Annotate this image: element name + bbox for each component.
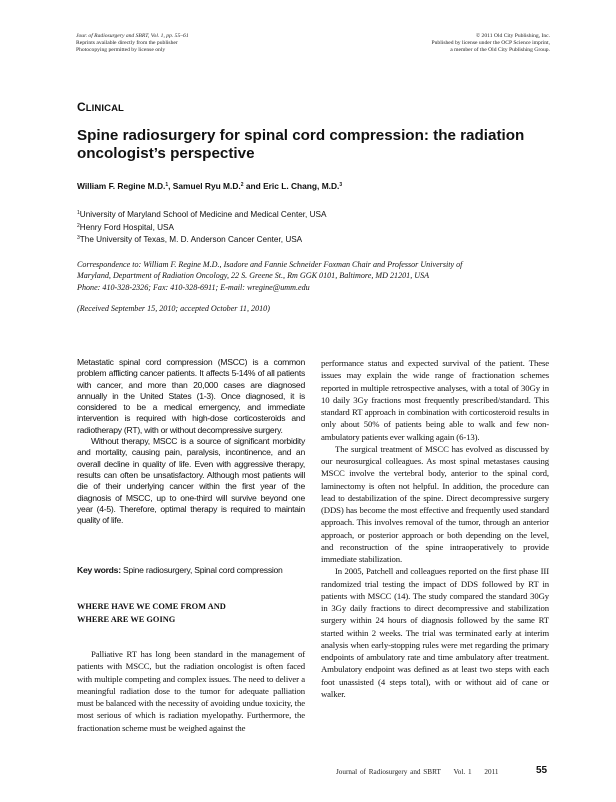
author-name: Samuel Ryu M.D. xyxy=(172,181,241,191)
section-heading: WHERE HAVE WE COME FROM AND WHERE ARE WE GOING xyxy=(77,602,226,624)
abstract xyxy=(77,357,305,526)
body-text-left-column xyxy=(77,648,305,734)
license-notice: Published by license under the OCP Science imprint, xyxy=(431,40,550,46)
reprints-note: Reprints available directly from the publisher xyxy=(76,40,178,46)
section-label: CLINICAL xyxy=(77,100,124,114)
keywords xyxy=(77,565,305,575)
correspondence-line: Correspondence to: William F. Regine M.D., Isadore and Fannie Schneider Foxman Chair and Professor University of xyxy=(77,260,463,269)
author-list: William F. Regine M.D.$^1$, Samuel Ryu M.D.$^2$ and Eric L. Chang, M.D.$^3$ xyxy=(77,181,343,191)
publisher-group: a member of the Old City Publishing Group. xyxy=(450,47,550,53)
body-paragraph: In 2005, Patchell and colleagues reported on the first phase III randomized trial testing the impact of DDS followed by RT in patients with MSCC (14). The study compared the standard 30Gy in 3Gy daily fractions to direct decompressive and stabilization surgery within 24 hours of diagnosis followed by the same RT started within 2 weeks. The trial was terminated early at interim analysis when early-stopping rules were met regarding the primary endpoints of ambulatory rate and time ambulatory after treatment. Ambulatory endpoint was defined as at least two steps with each foot unassisted (4 steps total), with or without aid of cane or walker. xyxy=(321,566,549,699)
body-text-right-column xyxy=(321,357,549,700)
footer-year: 2011 xyxy=(484,768,499,776)
article-title: Spine radiosurgery for spinal cord compression: the radiation oncologist’s perspective xyxy=(77,127,525,162)
affiliation-item: $^1$University of Maryland School of Medicine and Medical Center, USA xyxy=(77,210,327,219)
author-affiliation-marker: 1 xyxy=(165,182,169,188)
running-header-right xyxy=(290,33,550,54)
author-affiliation-marker: 3 xyxy=(339,182,343,188)
body-paragraph: The surgical treatment of MSCC has evolved as discussed by our neurosurgical colleagues. As most spinal metastases causing MSCC involve the vertebral body, anterior to the spinal cord, laminectomy is often not helpful. In addition, the procedure can lead to destabilization of the spine. Direct decompressive surgery (DDS) has become the most effective and frequently used standard approach. This involves removal of the tumor, through an anterior approach, or posterior approach or both depending on the level, and reconstruction of the spine intraoperatively to provide immediate stabilization. xyxy=(321,443,549,564)
journal-citation: Jour. of Radiosurgery and SBRT, Vol. 1, pp. 55–61 xyxy=(76,33,189,39)
correspondence-line: Maryland, Department of Radiation Oncology, 22 S. Greene St., Rm GGK 0101, Baltimore, MD 21201, USA xyxy=(77,271,430,281)
photocopying-note: Photocopying permitted by license only xyxy=(76,47,166,53)
footer-journal: Journal of Radiosurgery and SBRT xyxy=(336,768,441,776)
affiliations xyxy=(77,208,547,246)
author-name: Eric L. Chang, M.D. xyxy=(263,181,340,191)
copyright-notice: © 2011 Old City Publishing, Inc. xyxy=(475,33,550,39)
author-name: William F. Regine M.D. xyxy=(77,181,166,191)
running-footer xyxy=(336,768,508,776)
footer-volume: Vol. 1 xyxy=(453,768,472,776)
author-affiliation-marker: 2 xyxy=(240,182,244,188)
correspondence-block xyxy=(77,259,557,293)
body-paragraph: Palliative RT has long been standard in the management of patients with MSCC, but the radiation oncologist is often faced with multiple competing and complex issues. The need to deliver a meaningful radiation dose to the tumor for adequate palliation must be balanced with the necessity of avoiding undue toxicity, the most serious of which is radiation myelopathy. Furthermore, the fractionation scheme must be weighed against the xyxy=(77,649,305,733)
correspondence-contact: Phone: 410-328-2326; Fax: 410-328-6911; E-mail: wregine@umm.edu xyxy=(77,282,310,292)
abstract-paragraph: Metastatic spinal cord compression (MSCC) is a common problem afflicting cancer patients. It affects 5-14% of all patients with cancer, and more than 20,000 cases are diagnosed annually in the United States (1-3). Once diagnosed, it is considered to be a medical emergency, and immediate intervention is required with high-dose corticosteroids and radiotherapy (RT), with or without decompressive surgery. xyxy=(77,357,305,435)
body-paragraph: performance status and expected survival of the patient. These issues may explain the wide range of fractionation schemes reported in multiple retrospective analyses, with a total of 30Gy in 10 daily 3Gy fractions most frequently prescribed/standard. This standard RT approach in combination with corticosteroid results in only about 50% of patients being able to walk and few non-ambulatory patients ever walking again (6-13). xyxy=(321,358,549,442)
received-dates: (Received September 15, 2010; accepted October 11, 2010) xyxy=(77,304,270,313)
affiliation-item: $^3$The University of Texas, M. D. Anderson Cancer Center, USA xyxy=(77,235,303,245)
running-header-left xyxy=(76,33,306,54)
keywords-label: Key words: xyxy=(77,565,121,575)
abstract-paragraph: Without therapy, MSCC is a source of significant morbidity and mortality, causing pain, paralysis, incontinence, and an overall decline in quality of life. Even with aggressive therapy, results can often be unsatisfactory. Although most patients will die of their underlying cancer within the first year of the diagnosis of MSCC, up to one-third will survive beyond one year (4-5). Therefore, optimal therapy is required to maintain quality of life. xyxy=(77,436,305,526)
keywords-value: Spine radiosurgery, Spinal cord compression xyxy=(120,565,283,575)
page-number: 55 xyxy=(536,765,548,776)
affiliation-item: $^2$Henry Ford Hospital, USA xyxy=(77,222,174,232)
